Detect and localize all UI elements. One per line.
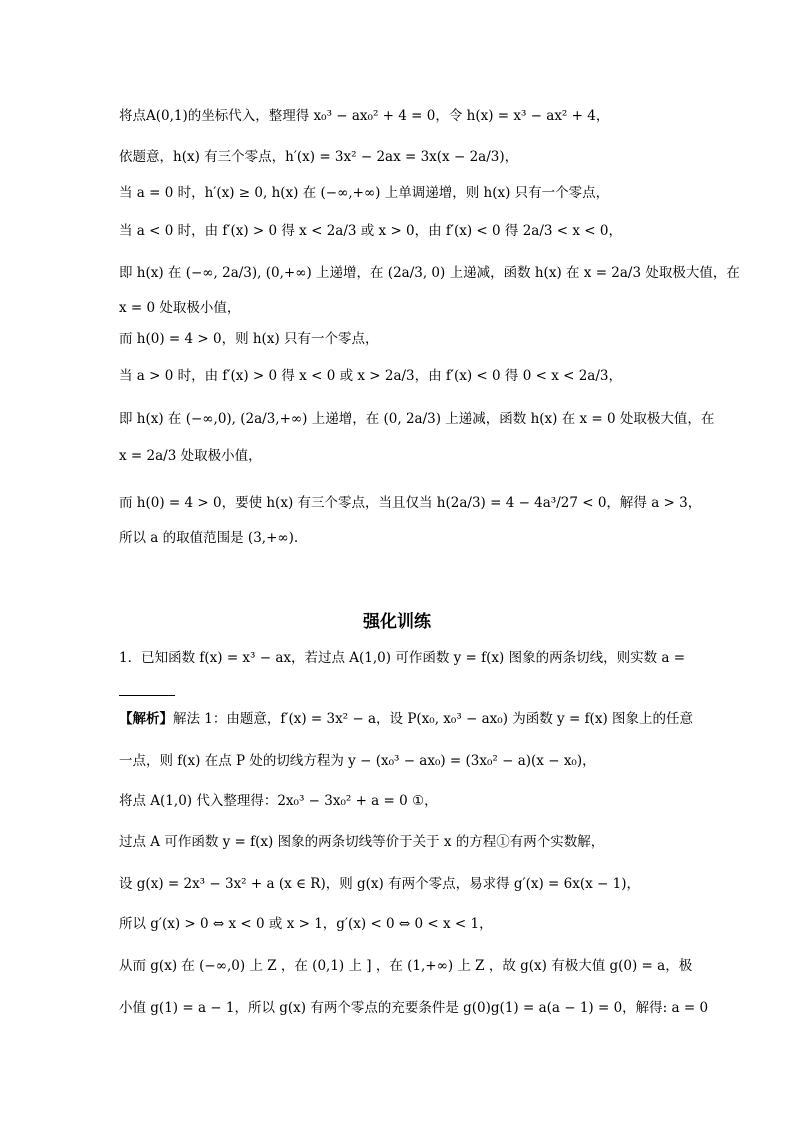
solution-line: 将点A(0,1)的坐标代入，整理得 x₀³ − ax₀² + 4 = 0，令 h(x) = x³ − ax² + 4， (119, 108, 610, 124)
analysis-line: 设 g(x) = 2x³ − 3x² + a (x ∈ R)，则 g(x) 有两个零点，易求得 g′(x) = 6x(x − 1)， (119, 876, 640, 892)
problem-statement: 1．已知函数 f(x) = x³ − ax，若过点 A(1,0) 可作函数 y = f(x) 图象的两条切线，则实数 a = (119, 650, 686, 666)
analysis-tag: 【解析】 (119, 711, 173, 727)
analysis-line: 过点 A 可作函数 y = f(x) 图象的两条切线等价于关于 x 的方程①有两个实数解， (119, 834, 605, 850)
solution-line: 所以 a 的取值范围是 (3,+∞). (119, 530, 299, 546)
solution-line: 即 h(x) 在 (−∞,0), (2a/3,+∞) 上递增，在 (0, 2a/3) 上递减，函数 h(x) 在 x = 0 处取极大值，在 (119, 411, 715, 427)
solution-line: 当 a > 0 时，由 f′(x) > 0 得 x < 0 或 x > 2a/3，由 f′(x) < 0 得 0 < x < 2a/3， (119, 368, 622, 384)
analysis-line: 所以 g′(x) > 0 ⇔ x < 0 或 x > 1，g′(x) < 0 ⇔ 0 < x < 1， (119, 916, 493, 932)
analysis-line: 一点，则 f(x) 在点 P 处的切线方程为 y − (x₀³ − ax₀) = (3x₀² − a)(x − x₀)， (119, 753, 596, 769)
solution-line: x = 0 处取极小值， (119, 300, 241, 316)
analysis-line: 小值 g(1) = a − 1，所以 g(x) 有两个零点的充要条件是 g(0)g(1) = a(a − 1) = 0，解得: a = 0 (119, 1000, 709, 1016)
solution-line: 当 a < 0 时，由 f′(x) > 0 得 x < 2a/3 或 x > 0，由 f′(x) < 0 得 2a/3 < x < 0， (119, 223, 622, 239)
solution-line: 依题意，h(x) 有三个零点，h′(x) = 3x² − 2ax = 3x(x − 2a/3)， (119, 149, 519, 165)
answer-blank (119, 694, 175, 696)
solution-line: 而 h(0) = 4 > 0，则 h(x) 只有一个零点， (119, 331, 379, 347)
solution-line: 即 h(x) 在 (−∞, 2a/3), (0,+∞) 上递增，在 (2a/3, 0) 上递减，函数 h(x) 在 x = 2a/3 处取极大值，在 (119, 265, 740, 281)
analysis-line (119, 711, 693, 727)
analysis-text: 解法 1：由题意，f′(x) = 3x² − a，设 P(x₀, x₀³ − ax₀) 为函数 y = f(x) 图象上的任意 (173, 711, 693, 727)
solution-line: 当 a = 0 时，h′(x) ≥ 0, h(x) 在 (−∞,+∞) 上单调递增，则 h(x) 只有一个零点， (119, 185, 610, 201)
solution-line: 而 h(0) = 4 > 0，要使 h(x) 有三个零点，当且仅当 h(2a/3) = 4 − 4a³/27 < 0，解得 a > 3， (119, 495, 702, 511)
solution-line: x = 2a/3 处取极小值， (119, 448, 262, 464)
analysis-line: 将点 A(1,0) 代入整理得：2x₀³ − 3x₀² + a = 0 ①， (119, 793, 438, 809)
analysis-line: 从而 g(x) 在 (−∞,0) 上 Z ，在 (0,1) 上 ] ，在 (1,+∞) 上 Z ，故 g(x) 有极大值 g(0) = a，极 (119, 958, 693, 974)
section-heading: 强化训练 (363, 612, 431, 632)
